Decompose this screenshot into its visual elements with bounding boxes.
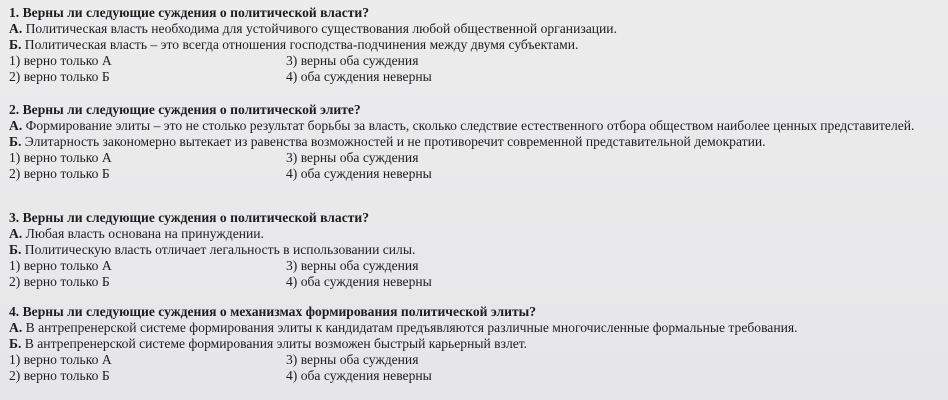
question-title: 2. Верны ли следующие суждения о политической элите? [9,102,361,117]
statement-text: Формирование элиты – это не столько результат борьбы за власть, сколько следствие естественного отбора обществом наиболее ценных представителей. [22,118,915,133]
answer-option[interactable]: 2) верно только Б [9,274,110,289]
statement-tag: Б. [9,37,22,52]
statement-text: Политическая власть необходима для устойчивого существования любой общественной организации. [22,21,617,36]
statement-tag: А. [9,21,23,36]
statement-text: Любая власть основана на принуждении. [22,226,264,241]
answer-options [9,150,939,182]
answer-option[interactable]: 3) верны оба суждения [286,53,419,68]
statement-b [9,336,939,352]
statement-tag: Б. [9,242,22,257]
statement-b [9,37,939,53]
question-title: 1. Верны ли следующие суждения о политической власти? [9,5,370,20]
statement-tag: Б. [9,134,22,149]
answer-option[interactable]: 4) оба суждения неверны [286,166,432,181]
statement-text: Политическая власть – это всегда отношения господства-подчинения между двумя субъектами. [21,37,579,52]
answer-option[interactable]: 2) верно только Б [9,166,110,181]
answer-option[interactable]: 2) верно только Б [9,368,110,383]
statement-a [9,320,939,336]
statement-text: В антрепренерской системе формирования элиты возможен быстрый карьерный взлет. [21,336,528,351]
statement-a [9,118,939,134]
question-title: 4. Верны ли следующие суждения о механизмах формирования политической элиты? [9,304,537,319]
question-4 [9,304,939,384]
answer-option[interactable]: 4) оба суждения неверны [286,69,432,84]
answer-option[interactable]: 4) оба суждения неверны [286,368,432,383]
statement-tag: А. [9,320,23,335]
statement-text: В антрепренерской системе формирования элиты к кандидатам предъявляются различные многочисленные формальные требования. [22,320,798,335]
statement-tag: Б. [9,336,22,351]
answer-option[interactable]: 3) верны оба суждения [286,352,419,367]
answer-option[interactable]: 1) верно только А [9,352,112,367]
statement-text: Политическую власть отличает легальность в использовании силы. [21,242,416,257]
answer-options [9,352,939,384]
answer-option[interactable]: 3) верны оба суждения [286,150,419,165]
statement-text: Элитарность закономерно вытекает из равенства возможностей и не противоречит современной представительной демократии. [21,134,766,149]
statement-b [9,134,939,150]
answer-option[interactable]: 4) оба суждения неверны [286,274,432,289]
answer-options [9,53,939,85]
question-1 [9,5,939,85]
question-2 [9,102,939,182]
question-3 [9,210,939,290]
question-title: 3. Верны ли следующие суждения о политической власти? [9,210,370,225]
answer-option[interactable]: 1) верно только А [9,258,112,273]
statement-a [9,21,939,37]
answer-option[interactable]: 1) верно только А [9,53,112,68]
statement-tag: А. [9,226,23,241]
statement-a [9,226,939,242]
answer-option[interactable]: 2) верно только Б [9,69,110,84]
statement-tag: А. [9,118,23,133]
answer-option[interactable]: 1) верно только А [9,150,112,165]
statement-b [9,242,939,258]
answer-options [9,258,939,290]
answer-option[interactable]: 3) верны оба суждения [286,258,419,273]
